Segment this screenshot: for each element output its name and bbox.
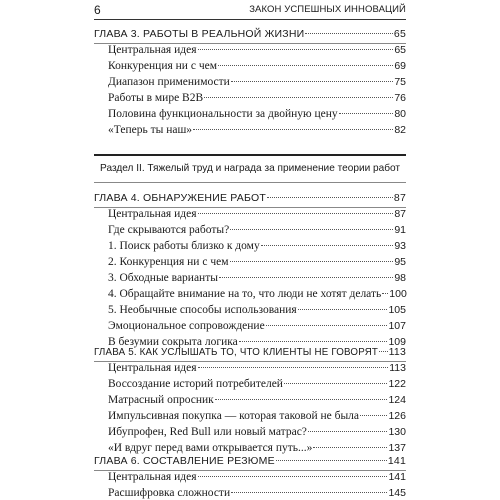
- item-title: 1. Поиск работы близко к дому: [108, 240, 260, 252]
- page-header: [94, 3, 406, 19]
- dot-leader: [379, 351, 388, 352]
- page-ref: 145: [388, 487, 406, 499]
- page-ref: 137: [388, 442, 406, 454]
- item-title: Где скрываются работы?: [108, 224, 230, 236]
- dot-leader: [219, 277, 393, 278]
- page-ref: 105: [388, 304, 406, 316]
- page-ref: 141: [388, 471, 406, 483]
- item-title: 4. Обращайте внимание на то, что люди не хотят делать: [108, 288, 382, 300]
- toc-item[interactable]: [94, 44, 406, 59]
- toc-item[interactable]: [94, 256, 406, 271]
- item-title: 2. Конкуренция ни с чем: [108, 256, 229, 268]
- dot-leader: [198, 49, 394, 50]
- item-title: Воссоздание историй потребителей: [108, 378, 283, 390]
- page-number: 6: [94, 3, 101, 17]
- page-ref: 87: [394, 208, 406, 220]
- dot-leader: [215, 399, 388, 400]
- item-title: «И вдруг перед вами открывается путь...»: [108, 442, 313, 454]
- dot-leader: [313, 447, 387, 448]
- toc-item[interactable]: [94, 272, 406, 287]
- toc-item[interactable]: [94, 208, 406, 223]
- page-ref: 87: [393, 192, 406, 204]
- dot-leader: [261, 245, 394, 246]
- toc-chapter-entry[interactable]: [94, 192, 406, 207]
- toc-item[interactable]: [94, 60, 406, 75]
- running-title: ЗАКОН УСПЕШНЫХ ИННОВАЦИЙ: [249, 4, 406, 15]
- toc-item[interactable]: [94, 394, 406, 409]
- page-ref: 109: [388, 336, 406, 348]
- page-ref: 126: [388, 410, 406, 422]
- toc-item[interactable]: [94, 362, 406, 377]
- page-ref: 130: [388, 426, 406, 438]
- item-title: Центральная идея: [108, 44, 197, 56]
- toc-item[interactable]: [94, 76, 406, 91]
- chapter-title: ГЛАВА 5. КАК УСЛЫШАТЬ ТО, ЧТО КЛИЕНТЫ НЕ ГОВОРЯТ: [94, 347, 379, 358]
- toc-item[interactable]: [94, 378, 406, 393]
- dot-leader: [218, 65, 393, 66]
- page-ref: 98: [394, 272, 406, 284]
- toc-item[interactable]: [94, 224, 406, 239]
- toc-chapter-entry[interactable]: [94, 28, 406, 43]
- chapter-title: ГЛАВА 6. СОСТАВЛЕНИЕ РЕЗЮМЕ: [94, 455, 275, 467]
- item-title: Центральная идея: [108, 362, 197, 374]
- dot-leader: [198, 476, 388, 477]
- item-title: Импульсивная покупка — которая таковой не была: [108, 410, 360, 422]
- page-ref: 95: [394, 256, 406, 268]
- dot-leader: [230, 261, 394, 262]
- page-ref: 65: [393, 28, 406, 40]
- page-ref: 100: [389, 288, 407, 300]
- dot-leader: [231, 81, 394, 82]
- page-ref: 91: [394, 224, 406, 236]
- dot-leader: [360, 415, 387, 416]
- dot-leader: [266, 325, 388, 326]
- dot-leader: [298, 309, 388, 310]
- item-title: Эмоциональное сопровождение: [108, 320, 265, 332]
- toc-item[interactable]: [94, 304, 406, 319]
- toc-item[interactable]: [94, 471, 406, 486]
- toc-item[interactable]: [94, 288, 406, 303]
- toc-chapter-entry[interactable]: [94, 455, 406, 470]
- toc-item[interactable]: [94, 240, 406, 255]
- toc-item[interactable]: [94, 124, 406, 139]
- page-ref: 82: [394, 124, 406, 136]
- dot-leader: [198, 213, 394, 214]
- toc-item[interactable]: [94, 426, 406, 441]
- page-ref: 75: [394, 76, 406, 88]
- page-ref: 122: [388, 378, 406, 390]
- dot-leader: [204, 97, 393, 98]
- page-ref: 93: [394, 240, 406, 252]
- page-ref: 65: [394, 44, 406, 56]
- dot-leader: [276, 460, 387, 461]
- dot-leader: [308, 431, 388, 432]
- page-ref: 76: [394, 92, 406, 104]
- item-title: Центральная идея: [108, 471, 197, 483]
- chapter-title: ГЛАВА 4. ОБНАРУЖЕНИЕ РАБОТ: [94, 192, 266, 204]
- dot-leader: [284, 383, 388, 384]
- dot-leader: [198, 367, 389, 368]
- toc-item[interactable]: [94, 320, 406, 335]
- item-title: «Теперь ты наш»: [108, 124, 193, 136]
- header-rule: [94, 19, 406, 20]
- item-title: Центральная идея: [108, 208, 197, 220]
- dot-leader: [267, 197, 393, 198]
- page-ref: 69: [394, 60, 406, 72]
- item-title: Конкуренция ни с чем: [108, 60, 217, 72]
- toc-chapter-entry[interactable]: [94, 346, 406, 361]
- toc-item[interactable]: [94, 410, 406, 425]
- item-title: 3. Обходные варианты: [108, 272, 218, 284]
- item-title: 5. Необычные способы использования: [108, 304, 297, 316]
- page-ref: 141: [387, 455, 406, 467]
- toc-item[interactable]: [94, 487, 406, 500]
- dot-leader: [193, 129, 393, 130]
- toc-item[interactable]: [94, 92, 406, 107]
- dot-leader: [230, 229, 393, 230]
- section-heading: Раздел II. Тяжелый труд и награда за применение теории работ: [94, 154, 406, 183]
- dot-leader: [231, 492, 387, 493]
- chapter-title: ГЛАВА 3. РАБОТЫ В РЕАЛЬНОЙ ЖИЗНИ: [94, 28, 305, 40]
- page-ref: 113: [389, 362, 406, 374]
- page-ref: 107: [388, 320, 406, 332]
- item-title: Расшифровка сложности: [108, 487, 231, 499]
- dot-leader: [239, 341, 388, 342]
- item-title: Работы в мире B2B: [108, 92, 204, 104]
- page-ref: 113: [388, 346, 406, 358]
- toc-item[interactable]: [94, 108, 406, 123]
- dot-leader: [305, 33, 393, 34]
- dot-leader: [339, 113, 394, 114]
- page-ref: 124: [388, 394, 406, 406]
- item-title: Половина функциональности за двойную цену: [108, 108, 338, 120]
- item-title: Матрасный опросник: [108, 394, 214, 406]
- item-title: Ибупрофен, Red Bull или новый матрас?: [108, 426, 307, 438]
- dot-leader: [382, 293, 388, 294]
- page-ref: 80: [394, 108, 406, 120]
- item-title: Диапазон применимости: [108, 76, 230, 88]
- item-title: В безумии сокрыта логика: [108, 336, 238, 348]
